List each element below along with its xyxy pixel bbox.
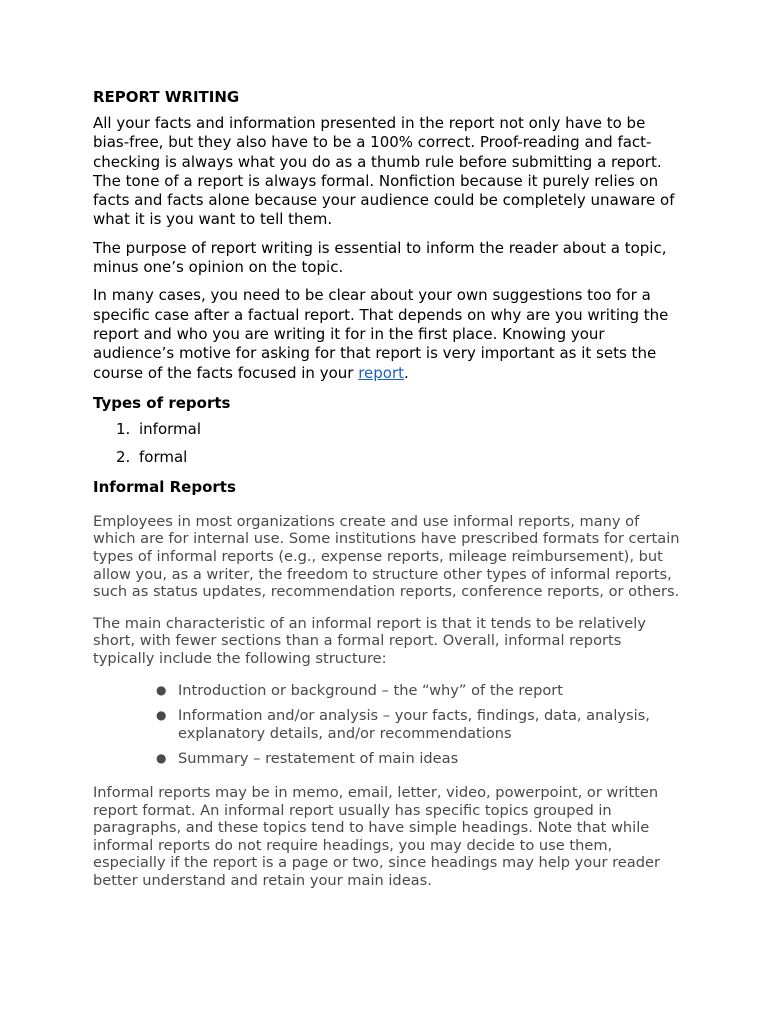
types-heading: Types of reports: [93, 393, 231, 412]
page-title: REPORT WRITING: [93, 88, 240, 106]
intro-paragraph-2: The purpose of report writing is essential to inform the reader about a topic, minus one’s opinion on the topic.: [93, 238, 667, 277]
list-number: 2.: [116, 447, 131, 466]
list-item: [156, 707, 683, 742]
types-list: [93, 420, 683, 467]
structure-list: [93, 682, 683, 768]
report-link[interactable]: report: [358, 363, 405, 382]
report-content: [93, 86, 683, 904]
list-item-text: Summary – restatement of main ideas: [178, 750, 459, 768]
list-item-label: formal: [139, 447, 188, 466]
informal-reports-heading: Informal Reports: [93, 477, 236, 496]
list-item: [116, 420, 683, 439]
bullet-icon: ●: [156, 682, 167, 697]
list-item: [116, 448, 683, 467]
list-number: 1.: [116, 419, 131, 438]
list-item-label: informal: [139, 419, 202, 438]
informal-paragraph-1: Employees in most organizations create and use informal reports, many of which are for internal use. Some institutions have prescribed formats for certain types of informal reports (e.g., expense reports, mileage reimbursement), but allow you, as a writer, the freedom to structure other types of informal reports, such as status updates, recommendation reports, conference reports, or others.: [93, 512, 680, 601]
intro-paragraph-3: [93, 286, 683, 382]
list-item: [156, 682, 683, 700]
paragraph-3-text: In many cases, you need to be clear about your own suggestions too for a specific case after a factual report. That depends on why are you writing the report and who you are writing it for in the first place. Knowing your audience’s motive for asking for that report is very important as it sets the course of the facts focused in your: [93, 286, 669, 382]
list-item-text: Introduction or background – the “why” of the report: [178, 681, 563, 699]
paragraph-3-end: .: [404, 363, 409, 382]
bullet-icon: ●: [156, 751, 167, 766]
informal-paragraph-2: The main characteristic of an informal report is that it tends to be relatively short, with fewer sections than a formal report. Overall, informal reports typically include the following structure:: [93, 614, 646, 668]
intro-paragraph-1: All your facts and information presented in the report not only have to be bias-free, but they also have to be a 100% correct. Proof-reading and fact-checking is always what you do as a thumb rule before submitting a report. The tone of a report is always formal. Nonfiction because it purely relies on facts and facts alone because your audience could be completely unaware of what it is you want to tell them.: [93, 114, 675, 229]
bullet-icon: ●: [156, 708, 167, 723]
list-item-text: Information and/or analysis – your facts, findings, data, analysis, explanatory details, and/or recommendations: [178, 707, 650, 742]
closing-paragraph: Informal reports may be in memo, email, letter, video, powerpoint, or written report format. An informal report usually has specific topics grouped in paragraphs, and these topics tend to have simple headings. Note that while informal reports do not require headings, you may decide to use them, especially if the report is a page or two, since headings may help your reader better understand and retain your main ideas.: [93, 783, 660, 889]
list-item: [156, 750, 683, 768]
